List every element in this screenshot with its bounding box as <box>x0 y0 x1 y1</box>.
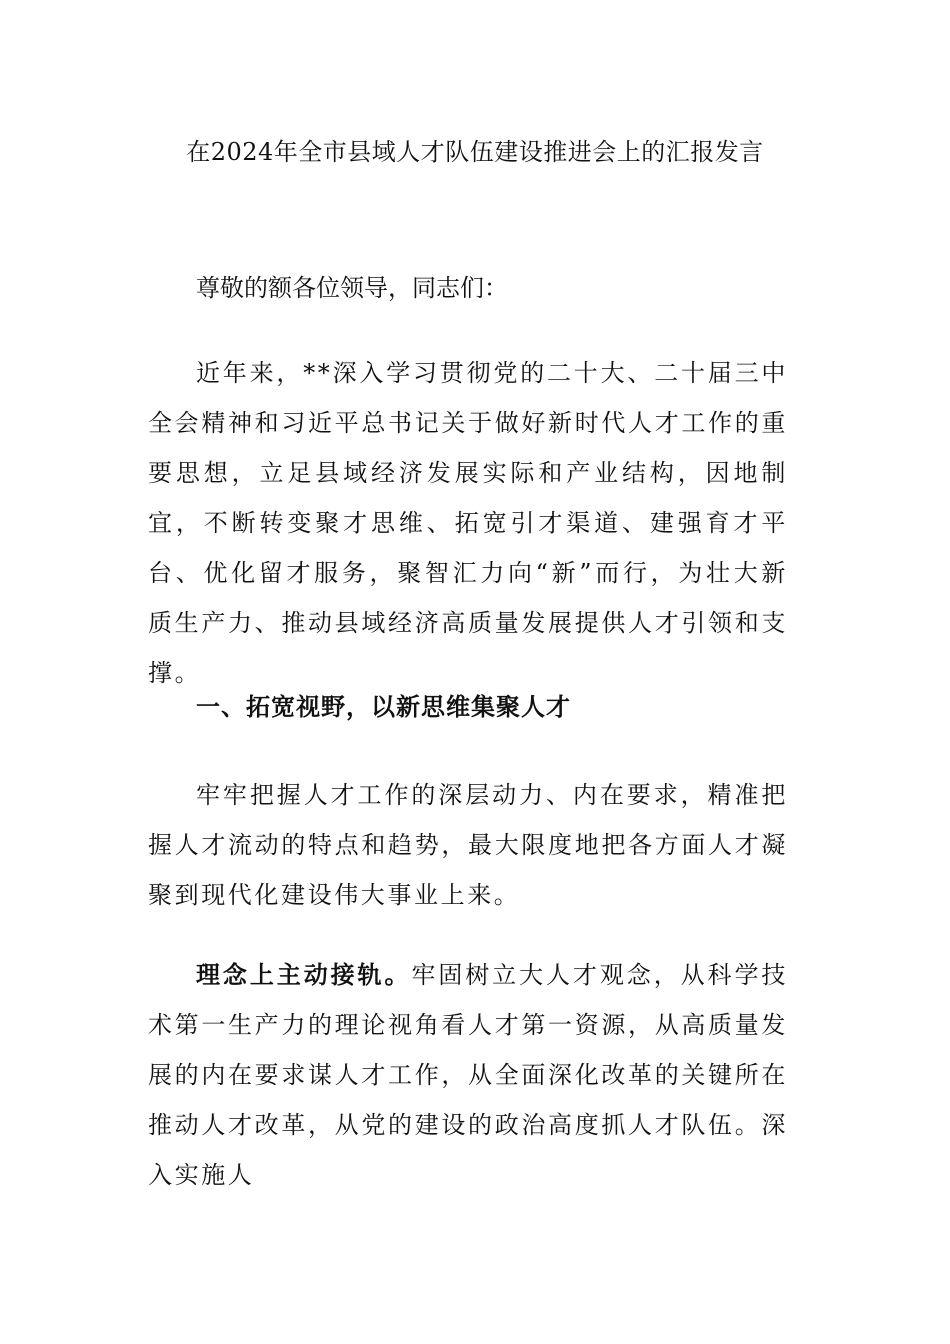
salutation: 尊敬的额各位领导，同志们： <box>196 274 508 302</box>
paragraph-lead-bold: 理念上主动接轨。 <box>196 960 412 989</box>
document-title: 在2024年全市县域人才队伍建设推进会上的汇报发言 <box>186 138 764 166</box>
section-heading-1: 一、拓宽视野，以新思维集聚人才 <box>196 692 571 721</box>
paragraph-body: 牢固树立大人才观念，从科学技术第一生产力的理论视角看人才第一资源，从高质量发展的内在要求谋人才工作，从全面深化改革的关键所在推动人才改革，从党的建设的政治高度抓人才队伍。深入实施人 <box>148 961 788 1189</box>
paragraph-intro: 近年来，**深入学习贯彻党的二十大、二十届三中全会精神和习近平总书记关于做好新时代人才工作的重要思想，立足县域经济发展实际和产业结构，因地制宜，不断转变聚才思维、拓宽引才渠道、建强育才平台、优化留才服务，聚智汇力向“新”而行，为壮大新质生产力、推动县域经济高质量发展提供人才引领和支撑。 <box>148 359 788 687</box>
paragraph-concept <box>148 950 788 1200</box>
paragraph-section-1: 牢牢把握人才工作的深层动力、内在要求，精准把握人才流动的特点和趋势，最大限度地把各方面人才凝聚到现代化建设伟大事业上来。 <box>148 781 788 909</box>
